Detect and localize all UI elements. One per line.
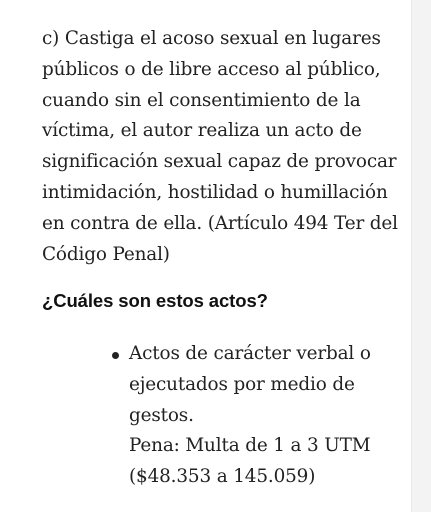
list-item [105,339,371,493]
article-paragraph [42,24,402,270]
acts-bullet-list [105,339,371,493]
paragraph-line: intimidación, hostilidad o humillación [42,181,388,203]
paragraph-line: víctima, el autor realiza un acto de [42,120,362,142]
bullet-line: Actos de carácter verbal o [129,343,371,364]
bullet-line: Pena: Multa de 1 a 3 UTM [129,435,371,457]
paragraph-line: c) Castiga el acoso sexual en lugares [42,28,381,49]
paragraph-line: públicos o de libre acceso al público, [42,58,381,80]
paragraph-line: en contra de ella. (Artículo 494 Ter del [42,212,398,234]
section-heading: ¿Cuáles son estos actos? [42,290,268,311]
paragraph-line: Código Penal) [42,243,170,265]
bullet-line: ejecutados por medio de [129,373,355,395]
bullet-line: ($48.353 a 145.059) [129,466,316,488]
paragraph-line: cuando sin el consentimiento de la [42,89,361,111]
bullet-line: gestos. [129,404,194,426]
paragraph-line: significación sexual capaz de provocar [42,151,397,173]
bullet-icon [112,352,119,359]
scroll-edge-strip [411,0,431,512]
